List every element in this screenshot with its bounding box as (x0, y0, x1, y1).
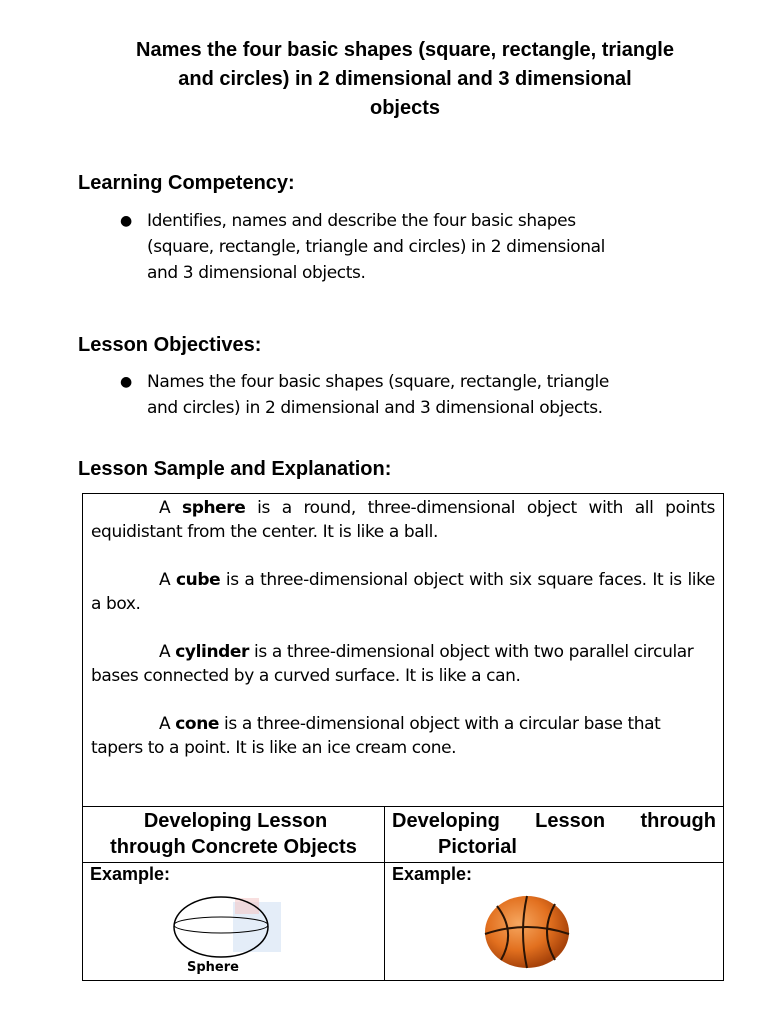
learning-competency-bullet (120, 208, 720, 286)
lesson-objectives-line-1: Names the four basic shapes (square, rectangle, triangle (147, 372, 609, 392)
example-label-concrete: Example: (90, 864, 171, 884)
example-label-pictorial: Example: (392, 864, 473, 884)
cube-paragraph: A cube is a three-dimensional object with six square faces. It is like a box. (91, 570, 715, 614)
bullet-icon: ● (120, 374, 132, 390)
learning-competency-line-3: and 3 dimensional objects. (147, 263, 366, 283)
learning-competency-heading: Learning Competency: (78, 172, 295, 194)
sphere-caption: Sphere (187, 960, 239, 975)
lesson-objectives-bullet (120, 369, 720, 421)
document-title (80, 36, 730, 123)
lesson-objectives-heading: Lesson Objectives: (78, 334, 262, 356)
lesson-sample-heading: Lesson Sample and Explanation: (78, 458, 392, 480)
learning-competency-line-1: Identifies, names and describe the four basic shapes (147, 211, 576, 231)
concrete-objects-header: Developing Lesson through Concrete Objects (110, 810, 357, 858)
cylinder-paragraph: A cylinder is a three-dimensional object with two parallel circular bases connected by a curved surface. It is like a can. (91, 642, 694, 686)
cube-term: cube (175, 570, 221, 590)
sphere-paragraph: A sphere is a round, three-dimensional object with all points equidistant from the center. It is like a ball. (91, 498, 715, 542)
pictorial-header: Developing Lesson through Pictorial (392, 810, 716, 858)
title-line-1: Names the four basic shapes (square, rectangle, triangle (136, 39, 674, 61)
bullet-icon: ● (120, 213, 132, 229)
title-line-3: objects (369, 97, 441, 119)
sphere-term: sphere (181, 498, 246, 518)
cone-paragraph: A cone is a three-dimensional object with a circular base that tapers to a point. It is like an ice cream cone. (91, 714, 661, 758)
sphere-drawing (171, 892, 291, 960)
table-row-divider (83, 862, 723, 863)
title-line-2: and circles) in 2 dimensional and 3 dimensional (178, 68, 632, 90)
basketball-icon (483, 894, 571, 970)
lesson-objectives-line-2: and circles) in 2 dimensional and 3 dimensional objects. (147, 398, 603, 418)
lesson-table (82, 493, 724, 981)
cylinder-term: cylinder (175, 642, 250, 662)
cone-term: cone (175, 714, 220, 734)
learning-competency-line-2: (square, rectangle, triangle and circles) in 2 dimensional (147, 237, 605, 257)
table-column-divider (384, 806, 385, 981)
shape-descriptions (83, 494, 723, 806)
